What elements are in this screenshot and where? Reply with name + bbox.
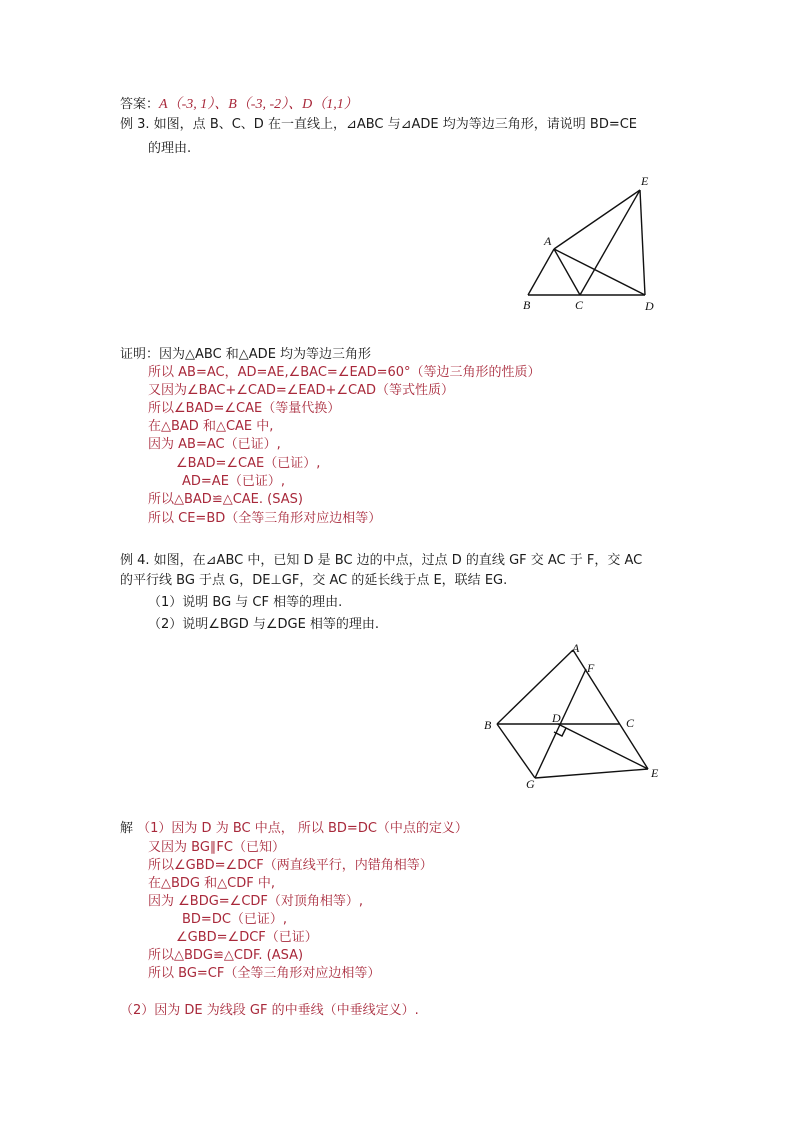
ex4-solution-line: ∠GBD=∠DCF（已证） — [176, 930, 318, 945]
ex3-label-C: C — [575, 298, 584, 312]
ex4-label-C: C — [626, 716, 635, 730]
ex3-proof-line: 因为 AB=AC（已证）, — [148, 437, 281, 452]
ex4-line-GE — [535, 769, 648, 778]
ex3-proof-line: 在△BAD 和△CAE 中, — [148, 419, 274, 434]
ex4-line-BG — [497, 724, 535, 778]
ex3-line-CE — [580, 190, 640, 295]
ex4-solution-line: 所以 BG=CF（全等三角形对应边相等） — [148, 966, 381, 981]
ex4-solution-line: BD=DC（已证）, — [182, 912, 288, 927]
ex3-label-A: A — [544, 234, 552, 248]
ex3-proof-line: 又因为∠BAC+∠CAD=∠EAD+∠CAD（等式性质） — [148, 383, 455, 398]
ex3-label-B: B — [523, 298, 531, 312]
ex3-title-cont: 的理由. — [148, 141, 192, 156]
ex3-proof-line: AD=AE（已证）, — [182, 474, 286, 489]
ex4-label-B: B — [484, 718, 492, 732]
ex4-line-AE — [573, 650, 648, 769]
ex4-solution-label: 解 — [120, 821, 134, 836]
answer-label: 答案： — [120, 97, 160, 112]
ex4-solution-line: 所以∠GBD=∠DCF（两直线平行，内错角相等） — [148, 858, 433, 873]
ex3-line-ED — [640, 190, 645, 295]
ex3-proof-line: 所以△BAD≌△CAE. (SAS) — [148, 492, 303, 507]
ex4-solution-line: 因为 ∠BDG=∠CDF（对顶角相等）, — [148, 894, 364, 909]
ex4-label-A: A — [572, 641, 580, 655]
ex3-proof-line: ∠BAD=∠CAE（已证）, — [176, 456, 321, 471]
ex3-proof-line: 所以∠BAD=∠CAE（等量代换） — [148, 401, 341, 416]
ex4-solution-line: 在△BDG 和△CDF 中, — [148, 876, 275, 891]
ex3-title — [120, 116, 637, 134]
ex4-line-BA — [497, 650, 573, 724]
ex3-proof-line: 所以 AB=AC，AD=AE,∠BAC=∠EAD=60°（等边三角形的性质） — [148, 365, 541, 380]
ex4-figure — [478, 640, 668, 795]
ex3-label-E: E — [641, 174, 649, 188]
ex4-label-E: E — [651, 766, 659, 780]
ex4-label-F: F — [587, 661, 595, 675]
ex4-solution-head — [120, 820, 468, 838]
ex3-label-D: D — [645, 299, 654, 313]
ex4-solution-first: （1）因为 D 为 BC 中点， 所以 BD=DC（中点的定义） — [137, 821, 468, 836]
ex4-line1: 例 4. 如图，在⊿ABC 中，已知 D 是 BC 边的中点，过点 D 的直线 GF 交 AC 于 F，交 AC — [120, 553, 643, 568]
ex3-line-BA — [528, 249, 554, 295]
ex4-line2: 的平行线 BG 于点 G，DE⊥GF，交 AC 的延长线于点 E，联结 EG. — [120, 573, 508, 588]
answer-text: A（-3, 1）、B（-3, -2）、D（1,1） — [159, 97, 358, 112]
ex4-label-D: D — [552, 711, 561, 725]
ex4-solution-line: 所以△BDG≌△CDF. (ASA) — [148, 948, 304, 963]
ex3-proof-line: 所以 CE=BD（全等三角形对应边相等） — [148, 511, 382, 526]
ex4-question-1: （1）说明 BG 与 CF 相等的理由. — [148, 595, 343, 610]
ex4-label-G: G — [526, 777, 535, 791]
ex4-solution-line: 又因为 BG∥FC（已知） — [148, 840, 285, 855]
ex4-question-2: （2）说明∠BGD 与∠DGE 相等的理由. — [148, 617, 380, 632]
ex4-part2: （2）因为 DE 为线段 GF 的中垂线（中垂线定义）. — [120, 1003, 419, 1018]
ex3-title-body: B、C、D 在一直线上，⊿ABC 与⊿ADE 均为等边三角形，请说明 BD=CE — [209, 117, 638, 132]
ex3-title-prefix: 例 3. 如图，点 — [120, 117, 206, 132]
ex3-figure — [515, 170, 665, 315]
answer-line — [120, 96, 358, 114]
ex3-line-AE — [554, 190, 640, 249]
ex3-proof-head: 证明：因为△ABC 和△ADE 均为等边三角形 — [120, 347, 372, 362]
